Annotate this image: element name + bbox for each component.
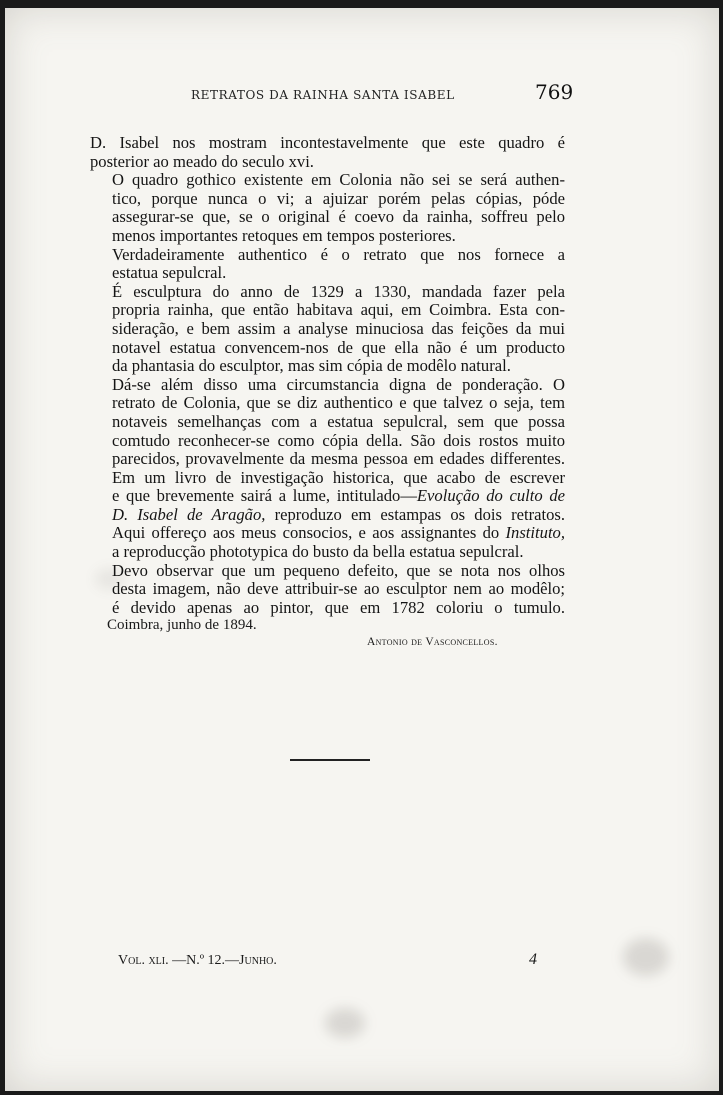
text-line: Verdadeiramente authentico é o retrato que nos fornece a [112,244,565,264]
paragraph [90,562,565,618]
text-line: menos importantes retoques em tempos posteriores. [112,225,456,245]
body-text [90,134,565,617]
text-line: a reproducção phototypica do busto da bella estatua sepulcral. [112,542,524,562]
paper-stain [623,938,669,976]
text-line: sideração, e bem assim a analyse minuciosa das feições da mui [112,318,565,338]
text-fragment: reproduzo em estampas os dois retratos. [265,504,565,524]
text-line: Em um livro de investigação historica, que acabo de escrever [112,467,565,487]
text-line: estatua sepulcral. [112,263,227,283]
page [5,8,719,1091]
book-title: D. Isabel de Aragão, [112,504,266,524]
text-line: comtudo reconhecer-se como cópia della. São dois rostos muito [112,430,565,450]
paragraph [90,283,565,376]
paragraph [90,171,565,245]
running-title: RETRATOS DA RAINHA SANTA ISABEL [191,88,455,102]
text-line: posterior ao meado do seculo xvi. [90,151,314,171]
text-line: retrato de Colonia, que se diz authentico e que talvez o seja, tem [112,393,565,413]
text-line [90,153,565,172]
signature-mark: 4 [529,951,537,968]
text-line [90,506,565,525]
text-line: assegurar-se que, se o original é coevo da rainha, soffreu pelo [112,207,565,227]
text-line: O quadro gothico existente em Colonia não sei se será authen- [112,170,565,190]
paragraph [90,246,565,283]
author-signature: Antonio de Vasconcellos. [367,636,498,648]
book-title: Evolução do culto de [416,486,566,506]
text-line: parecidos, provavelmente da mesma pessoa em edades differentes. [112,449,565,469]
text-line: Dá-se além disso uma circumstancia digna de ponderação. O [112,374,565,394]
text-line: propria rainha, que então habitava aqui, em Coimbra. Esta con- [112,300,565,320]
text-fragment: e que brevemente sairá a lume, intitulado— [112,486,417,506]
text-line: da phantasia do esculptor, mas sim cópia de modêlo natural. [112,356,511,376]
text-line: D. Isabel nos mostram incontestavelmente que este quadro é [90,133,565,152]
text-line: é devido apenas ao pintor, que em 1782 coloriu o tumulo. [112,597,565,617]
text-line: desta imagem, não deve attribuir-se ao esculptor nem ao modêlo; [112,579,565,599]
paragraph [90,134,565,171]
section-rule [290,759,370,761]
page-number: 769 [535,80,574,104]
text-fragment: Aqui offereço aos meus consocios, e aos assignantes do [112,523,506,543]
text-line [90,487,565,506]
paper-stain [325,1008,365,1038]
paragraph [90,469,565,525]
text-line: notaveis semelhanças com a estatua sepulcral, sem que possa [112,411,565,431]
date-line: Coimbra, junho de 1894. [107,617,257,633]
paragraph [90,376,565,469]
text-line: notavel estatua convencem-nos de que ella não é um producto [112,337,565,357]
institute-name: Instituto, [505,523,565,543]
paragraph [90,524,565,561]
volume-footer: Vol. xli. —N.º 12.—Junho. [118,953,277,968]
text-line: Devo observar que um pequeno defeito, que se nota nos olhos [112,560,565,580]
text-line [90,524,565,543]
text-line: É esculptura do anno de 1329 a 1330, mandada fazer pela [112,281,565,301]
text-line: tico, porque nunca o vi; a ajuizar porém pelas cópias, póde [112,188,565,208]
